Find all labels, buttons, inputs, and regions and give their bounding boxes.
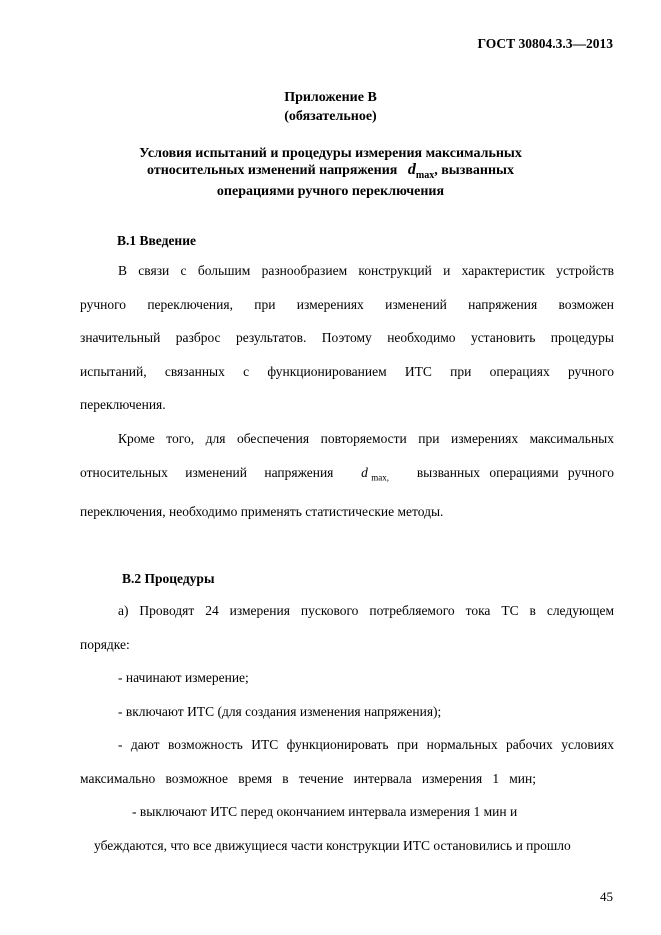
appendix-heading: [0, 146, 661, 200]
text-segment: относительных изменений напряжения: [80, 464, 334, 480]
text-line: порядке:: [80, 636, 130, 652]
text-line: [80, 456, 614, 490]
heading-sub: max: [415, 169, 435, 181]
heading-line-2: [0, 162, 661, 184]
text-line: В связи с большим разнообразием конструкций и характеристик устройств: [118, 263, 614, 278]
list-item: - дают возможность ИТС функционировать при нормальных рабочих условиях: [118, 737, 614, 752]
text-line: переключения, необходимо применять статистические методы.: [80, 504, 444, 519]
standard-header: ГОСТ 30804.3.3—2013: [477, 36, 613, 51]
text-line: убеждаются, что все движущиеся части конструкции ИТС остановились и прошло: [94, 837, 571, 853]
text-line: а) Проводят 24 измерения пускового потребляемого тока ТС в следующем: [118, 603, 614, 618]
intro-paragraph-2: [80, 422, 614, 529]
appendix-title: Приложение В: [284, 90, 377, 105]
heading-var: d: [407, 161, 416, 178]
text-segment-var: [361, 456, 389, 490]
page-number: 45: [600, 889, 613, 904]
var-sub: max,: [371, 472, 390, 483]
appendix-title-block: [0, 88, 661, 126]
heading-line-2-post: , вызванных: [434, 163, 514, 178]
list-item: - выключают ИТС перед окончанием интервала измерения 1 мин и: [132, 804, 518, 819]
section-heading-intro: В.1 Введение: [117, 233, 196, 248]
italic-var: d: [361, 464, 368, 480]
heading-line-3: операциями ручного переключения: [216, 183, 445, 199]
intro-paragraph-1: [80, 254, 614, 422]
list-item: - включают ИТС (для создания изменения напряжения);: [118, 703, 442, 719]
text-line: значительный разброс результатов. Поэтому необходимо установить процедуры: [80, 330, 614, 345]
text-segment: вызванных операциями ручного: [416, 464, 614, 480]
appendix-status: (обязательное): [284, 109, 377, 124]
text-line: переключения.: [80, 397, 166, 412]
heading-line-2-text: относительных изменений напряжения: [147, 163, 398, 178]
procedures-list: [80, 594, 614, 862]
heading-line-1: Условия испытаний и процедуры измерения максимальных: [139, 146, 522, 161]
text-line: ручного переключения, при измерениях изменений напряжения возможен: [80, 296, 614, 312]
text-line: Кроме того, для обеспечения повторяемости при измерениях максимальных: [118, 431, 614, 446]
text-line: максимально возможное время в течение интервала измерения 1 мин;: [80, 770, 536, 786]
section-heading-procedures: В.2 Процедуры: [122, 571, 215, 586]
list-item: - начинают измерение;: [118, 670, 249, 685]
text-line: испытаний, связанных с функционированием ИТС при операциях ручного: [80, 363, 614, 379]
